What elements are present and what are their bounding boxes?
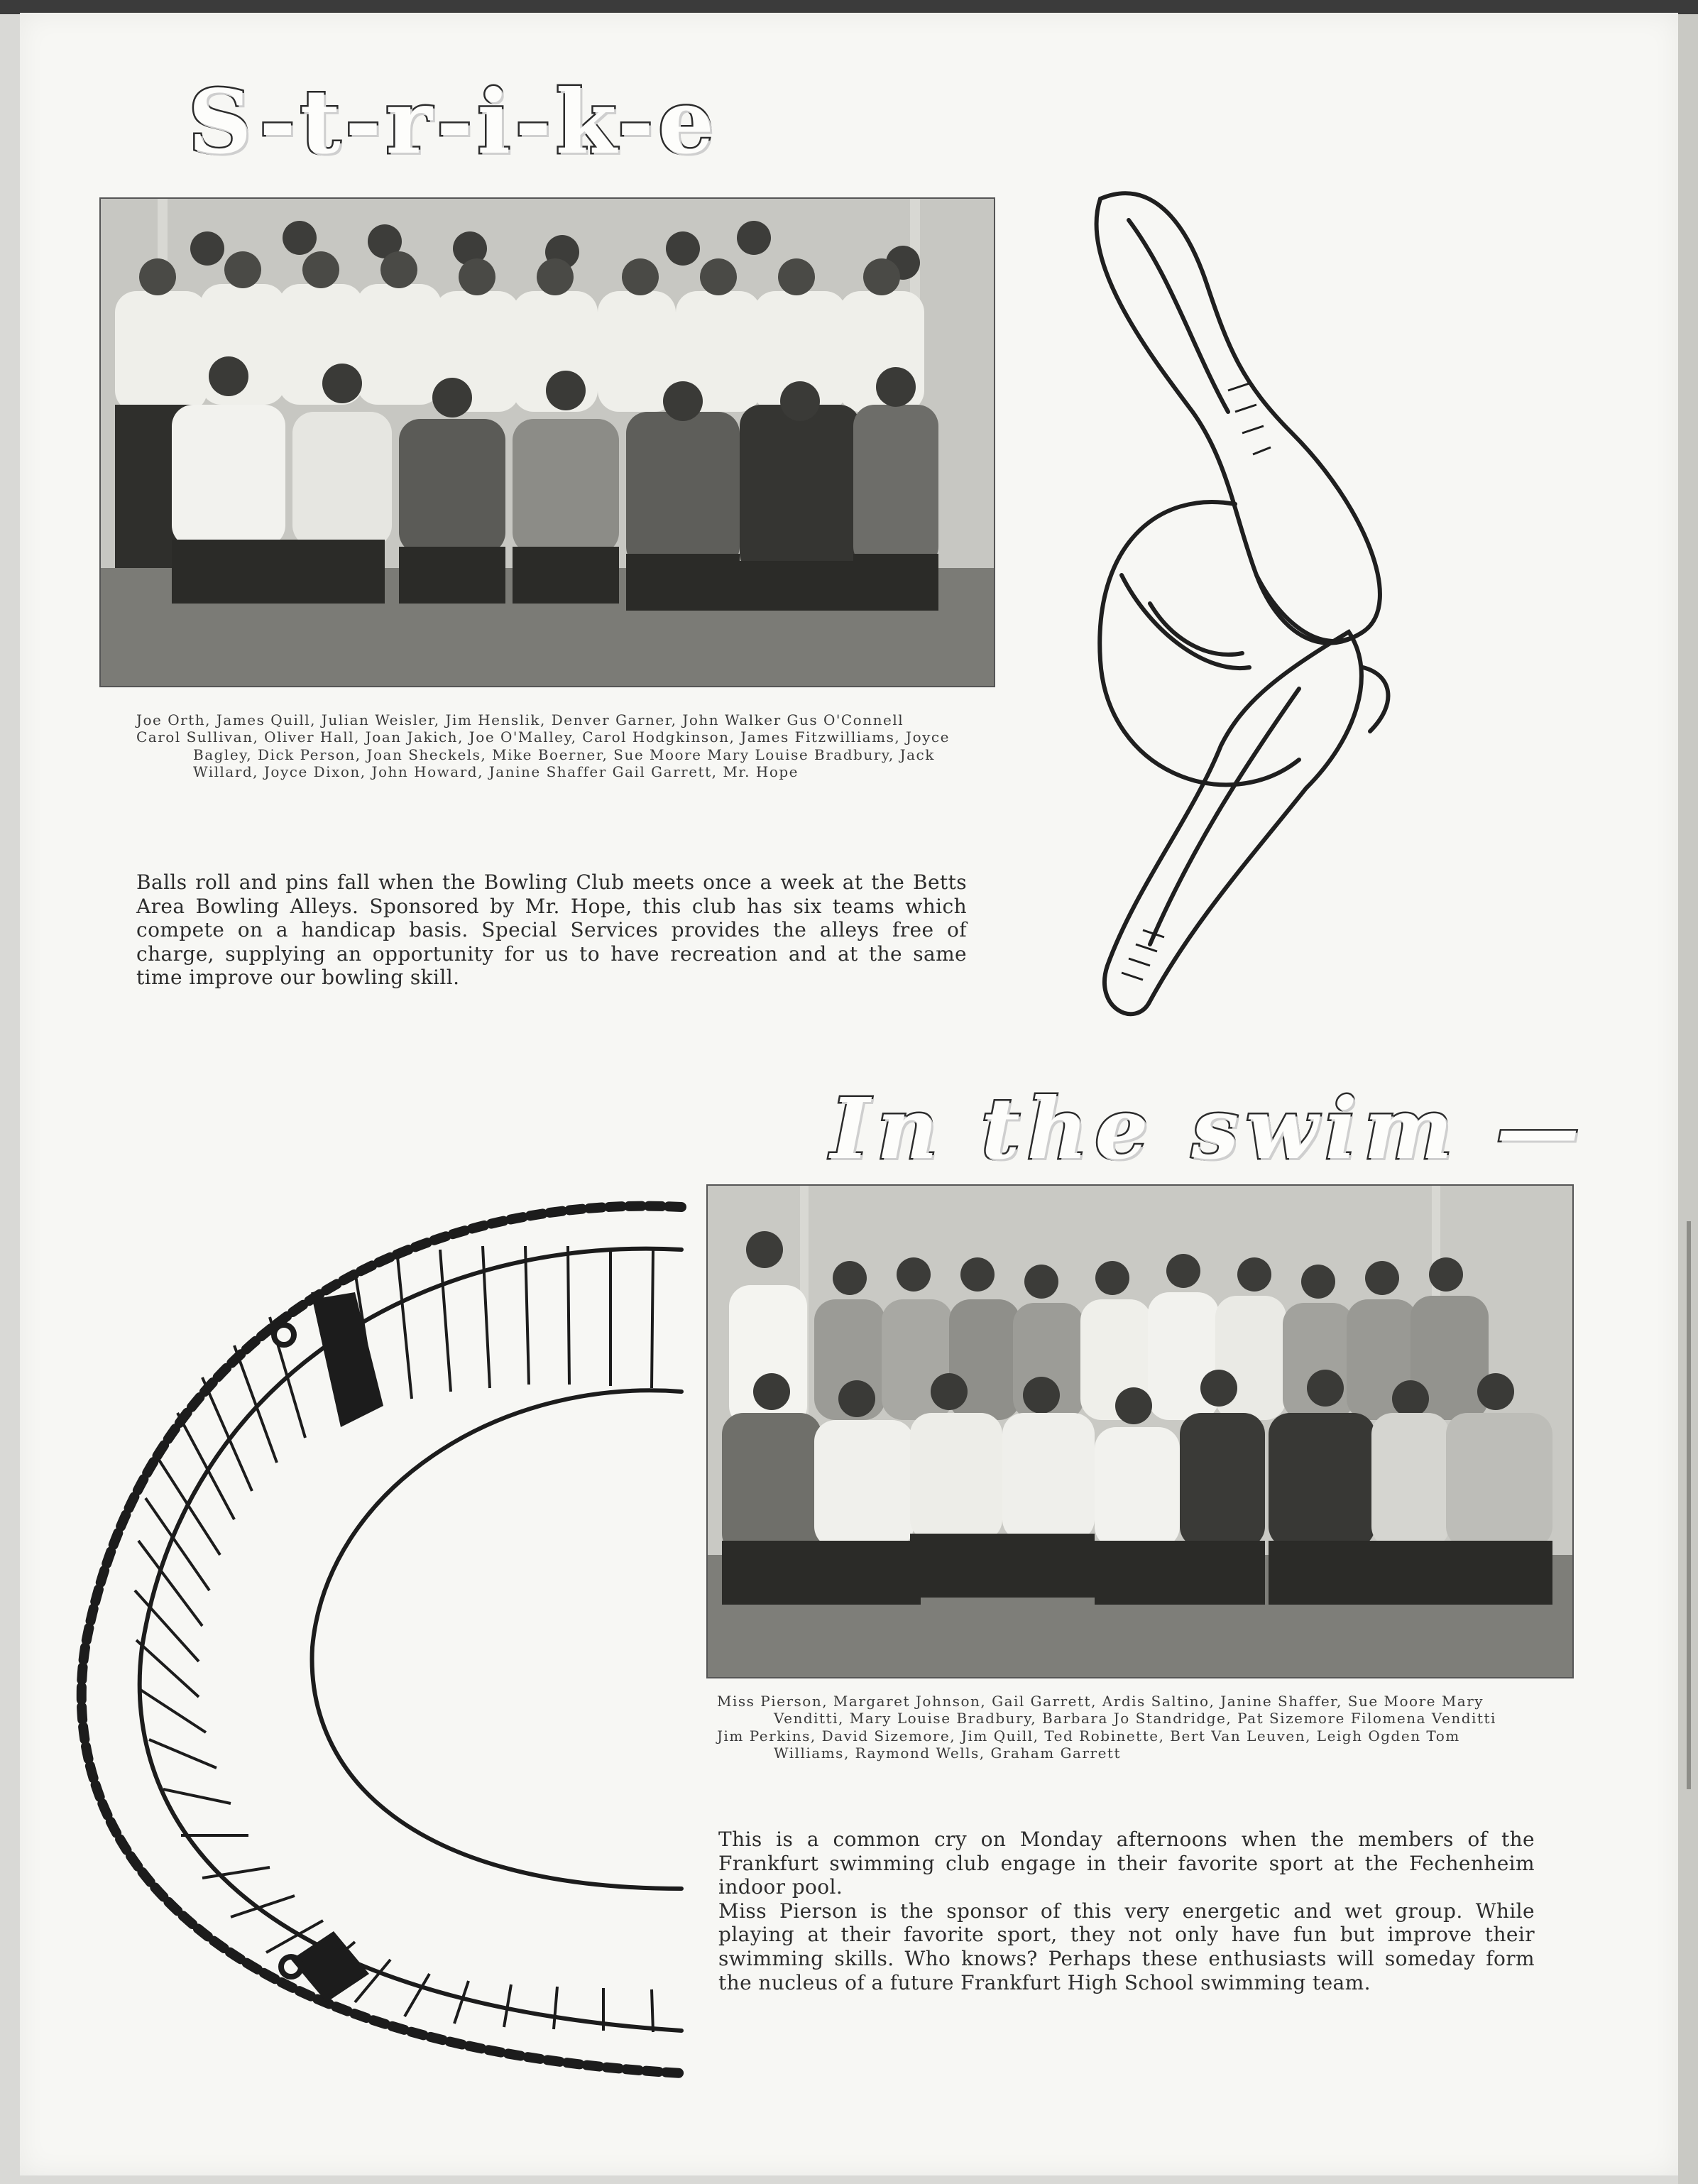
bowling-title: S-t-r-i-k-e [188,71,718,174]
bowling-caption-row-2: Carol Sullivan, Oliver Hall, Joan Jakich, Joe O'Malley, Carol Hodgkinson, James Fitzwilliams, Joyce Bagley, Dick Person, Joan Sheckels, Mike Boerner, Sue Moore Mary Louise Bradbury, Jack Willard, Joyce Dixon, John Howard, Janine Shaffer Gail Garrett, Mr. Hope [136,728,950,781]
bowling-paragraph: Balls roll and pins fall when the Bowling Club meets once a week at the Betts Area Bowling Alleys. Sponsored by Mr. Hope, this club has six teams which compete on a handicap basis. Special Services provides the alleys free of charge, supplying an opportunity for us to have recreation and at the same time improve our bowling skill. [136,870,967,990]
life-ring-icon [57,1193,696,2087]
swimming-group-silhouettes [708,1186,1572,1677]
swimming-paragraph-1: This is a common cry on Monday afternoons when the members of the Frankfurt swimming club engage in their favorite sport at the Fechenheim indoor pool. [718,1828,1535,1899]
scan-top-edge [0,0,1698,14]
bowling-caption-row-1: Joe Orth, James Quill, Julian Weisler, Jim Henslik, Denver Garner, John Walker Gus O'Connell [136,711,904,728]
bowling-club-photo [99,197,995,687]
bowling-pin-ball-icon [1065,178,1491,1030]
bowling-group-silhouettes [101,199,994,686]
swimming-caption-row-1: Miss Pierson, Margaret Johnson, Gail Garrett, Ardis Saltino, Janine Shaffer, Sue Moore Mary Venditti, Mary Louise Bradbury, Barbara Jo Standridge, Pat Sizemore Filomena Venditti [717,1693,1496,1727]
swimming-description [718,1828,1535,1994]
swimming-paragraph-2: Miss Pierson is the sponsor of this very energetic and wet group. While playing at their favorite sport, they not only have fun but improve their swimming skills. Who knows? Perhaps these enthusiasts will someday form the nucleus of a future Frankfurt High School swimming team. [718,1899,1535,1994]
bowling-photo-caption [136,711,967,781]
bowling-description [136,870,967,990]
swimming-title: In the swim — [831,1079,1587,1178]
swimming-photo-caption [717,1693,1526,1762]
swimming-caption-row-2: Jim Perkins, David Sizemore, Jim Quill, Ted Robinette, Bert Van Leuven, Leigh Ogden Tom Williams, Raymond Wells, Graham Garrett [717,1727,1460,1762]
scan-right-edge [1678,14,1698,2184]
swimming-club-photo [706,1184,1574,1678]
